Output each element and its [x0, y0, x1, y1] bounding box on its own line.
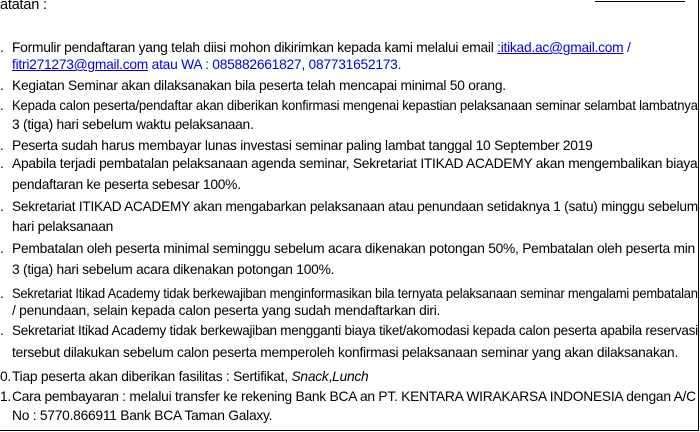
list-item-text: 3 (tiga) hari sebelum acara dikenakan potongan 100%.	[12, 262, 335, 277]
snack-text: Snack	[291, 369, 329, 384]
list-item-text	[12, 40, 631, 56]
list-item-text: Sekretariat Itikad Academy tidak berkewajiban mengganti biaya tiket/akomodasi kepada calon peserta apabila reservasi	[12, 323, 698, 338]
wa-text: atau WA : 085882661827, 087731652173.	[148, 57, 402, 72]
lunch-text: Lunch	[332, 369, 369, 384]
item-number: .	[0, 286, 4, 301]
item-number: .	[0, 78, 4, 93]
list-item-text: Cara pembayaran : melalui transfer ke rekening Bank BCA an PT. KENTARA WIRAKARSA INDONESIA dengan A/C	[12, 389, 696, 404]
item-text: Formulir pendaftaran yang telah diisi mohon dikirimkan kepada kami melalui email	[12, 40, 498, 55]
item-number: .	[0, 241, 4, 256]
item-number: 1.	[0, 389, 12, 404]
top-rule	[595, 1, 685, 2]
comma-text: ,	[328, 369, 333, 384]
list-item-text: 3 (tiga) hari sebelum waktu pelaksanaan.	[12, 117, 254, 132]
list-item-text: / penundaan, selain kepada calon peserta yang sudah mendaftarkan diri.	[12, 303, 441, 318]
item-number: .	[0, 138, 4, 153]
list-item-text: Kegiatan Seminar akan dilaksanakan bila peserta telah mencapai minimal 50 orang.	[12, 78, 506, 93]
list-item-text: pendaftaran ke peserta sebesar 100%.	[12, 177, 241, 192]
list-item-text: hari pelaksanaan	[12, 219, 114, 234]
separator-text: /	[623, 40, 631, 55]
list-item-text	[12, 57, 401, 73]
email-link[interactable]: :itikad.ac@gmail.com	[497, 40, 624, 55]
list-item-text: Peserta sudah harus membayar lunas investasi seminar paling lambat tanggal 10 September 2019	[12, 138, 593, 153]
notes-heading: atatan :	[0, 0, 47, 13]
list-item-text: Apabila terjadi pembatalan pelaksanaan agenda seminar, Sekretariat ITIKAD ACADEMY akan mengembalikan biaya	[12, 156, 698, 171]
item-number: .	[0, 156, 4, 171]
item-number: .	[0, 98, 4, 113]
list-item-text: Kepada calon peserta/pendaftar akan diberikan konfirmasi mengenai kepastian pelaksanaan seminar selambat lambatnya	[12, 98, 698, 113]
list-item-text: tersebut dilakukan sebelum calon peserta memperoleh konfirmasi pelaksanaan seminar yang akan dilaksanakan.	[12, 345, 679, 360]
item-number: .	[0, 40, 4, 55]
list-item-text: Sekretariat ITIKAD ACADEMY akan mengabarkan pelaksanaan atau penundaan setidaknya 1 (satu) minggu sebelum	[12, 199, 698, 214]
item-number: 0.	[0, 369, 12, 384]
item-text: Tiap peserta akan diberikan fasilitas : Sertifikat,	[12, 369, 292, 384]
item-number: .	[0, 199, 4, 214]
item-number: .	[0, 323, 4, 338]
list-item-text: Sekretariat Itikad Academy tidak berkewajiban menginformasikan bila ternyata pelaksanaan seminar mengalami pembatalan	[12, 286, 698, 301]
list-item-text	[12, 369, 368, 385]
list-item-text: Pembatalan oleh peserta minimal seminggu sebelum acara dikenakan potongan 50%, Pembatalan oleh peserta min	[12, 241, 695, 256]
list-item-text: No : 5770.866911 Bank BCA Taman Galaxy.	[12, 408, 273, 423]
email-link[interactable]: fitri271273@gmail.com	[12, 57, 149, 72]
